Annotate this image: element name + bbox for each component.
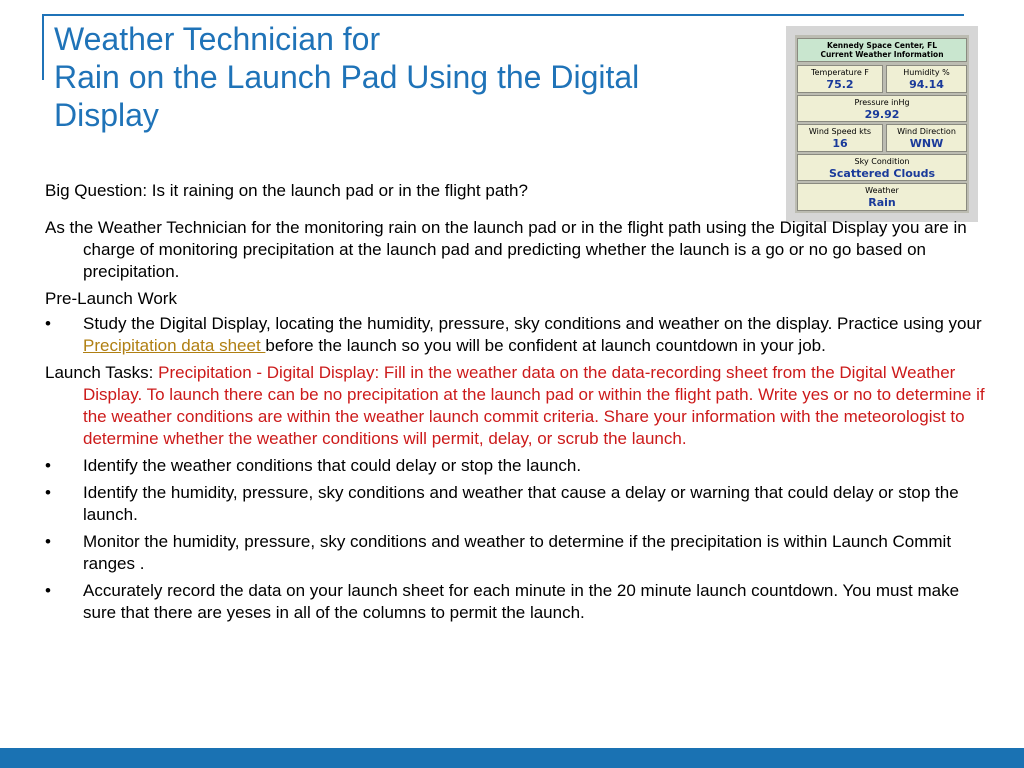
task-text-3: or xyxy=(828,385,854,404)
station-name: Kennedy Space Center, FL xyxy=(827,41,937,50)
wind-direction-value: WNW xyxy=(909,137,944,150)
title-rule-left xyxy=(42,14,44,80)
task-permit: permit xyxy=(431,429,479,448)
task-bullet-text: Identify the humidity, pressure, sky conditions and weather that cause a delay or warning that could delay or stop the launch. xyxy=(83,483,959,524)
task-scrub: scrub xyxy=(557,429,599,448)
bullet-icon: • xyxy=(45,483,51,502)
task-bullet-text: Accurately record the data on your launch sheet for each minute in the 20 minute launch countdown. You must make sure that there are yeses in all of the columns to permit the launch. xyxy=(83,581,960,622)
wind-direction-label: Wind Direction xyxy=(897,127,956,136)
bullet-icon: • xyxy=(45,314,51,333)
pressure-cell xyxy=(797,95,967,122)
wind-speed-label: Wind Speed kts xyxy=(808,127,872,136)
task-text-6: the launch. xyxy=(598,429,687,448)
task-text-5: , or xyxy=(527,429,558,448)
prelaunch-text-after: before the launch so you will be confident at launch countdown in your job. xyxy=(265,336,826,355)
launch-tasks-colon: : xyxy=(148,363,159,382)
launch-tasks-label: Launch Tasks xyxy=(45,363,149,382)
slide-body xyxy=(45,180,990,624)
bullet-icon: • xyxy=(45,456,51,475)
temperature-cell xyxy=(797,65,883,93)
list-item xyxy=(45,531,990,575)
footer-band xyxy=(0,748,1024,768)
wind-speed-cell xyxy=(797,124,883,152)
list-item xyxy=(45,455,990,477)
title-line-2: Rain on the Launch Pad Using the Digital xyxy=(54,59,640,95)
launch-tasks-paragraph xyxy=(45,362,990,450)
weather-value: Rain xyxy=(868,196,896,209)
sky-condition-label: Sky Condition xyxy=(854,157,910,166)
wind-direction-cell xyxy=(886,124,967,152)
temperature-value: 75.2 xyxy=(826,78,854,91)
big-question: Big Question: Is it raining on the launch pad or in the flight path? xyxy=(45,181,528,200)
prelaunch-list xyxy=(45,313,990,357)
bullet-icon: • xyxy=(45,532,51,551)
wind-speed-value: 16 xyxy=(832,137,848,150)
sky-condition-cell xyxy=(797,154,967,181)
list-item xyxy=(45,580,990,624)
sky-condition-value: Scattered Clouds xyxy=(828,167,936,180)
pressure-label: Pressure inHg xyxy=(854,98,910,107)
prelaunch-text-before: Study the Digital Display, locating the humidity, pressure, sky conditions and weather on the display. Practice using your xyxy=(83,314,982,333)
title-rule-top xyxy=(42,14,964,16)
station-subtitle: Current Weather Information xyxy=(820,50,944,59)
task-bullet-text: Identify the weather conditions that could delay or stop the launch. xyxy=(83,456,582,475)
list-item xyxy=(45,482,990,526)
station-header xyxy=(797,38,967,62)
bullet-icon: • xyxy=(45,581,51,600)
humidity-label: Humidity % xyxy=(903,68,950,77)
task-delay: delay xyxy=(488,429,528,448)
task-no: no xyxy=(853,385,873,404)
task-text-4: to determine if the weather conditions are within the weather launch commit criteria. Share your information with the meteorologist to determine whether the weather conditions will xyxy=(83,385,985,448)
slide-title xyxy=(54,20,774,134)
humidity-cell xyxy=(886,65,967,93)
list-item xyxy=(45,313,990,357)
task-yes: yes xyxy=(802,385,829,404)
prelaunch-heading: Pre-Launch Work xyxy=(45,289,177,308)
launch-task-list xyxy=(45,455,990,624)
task-bullet-text: Monitor the humidity, pressure, sky conditions and weather to determine if the precipitation is within Launch Commit ranges . xyxy=(83,532,952,573)
intro-paragraph: As the Weather Technician for the monitoring rain on the launch pad or in the flight path using the Digital Display you are in charge of monitoring precipitation at the launch pad and predicting whether the launch is a go or no go based on precipitation. xyxy=(45,218,967,281)
task-rule: To launch there can be no precipitation at the launch pad or within the flight path. xyxy=(146,385,754,404)
title-line-3: Display xyxy=(54,97,159,133)
precipitation-data-sheet-link[interactable]: Precipitation data sheet xyxy=(83,336,266,355)
task-title: Precipitation - Digital Display: xyxy=(158,363,380,382)
pressure-value: 29.92 xyxy=(864,108,900,121)
temperature-label: Temperature F xyxy=(811,68,869,77)
humidity-value: 94.14 xyxy=(909,78,944,91)
title-line-1: Weather Technician for xyxy=(54,21,381,57)
task-text-1: Fill in the weather data on the data-recording sheet from the Digital Weather Display. xyxy=(83,363,956,404)
task-text-2: Write xyxy=(753,385,803,404)
task-comma: , xyxy=(478,429,489,448)
weather-label: Weather xyxy=(865,186,899,195)
